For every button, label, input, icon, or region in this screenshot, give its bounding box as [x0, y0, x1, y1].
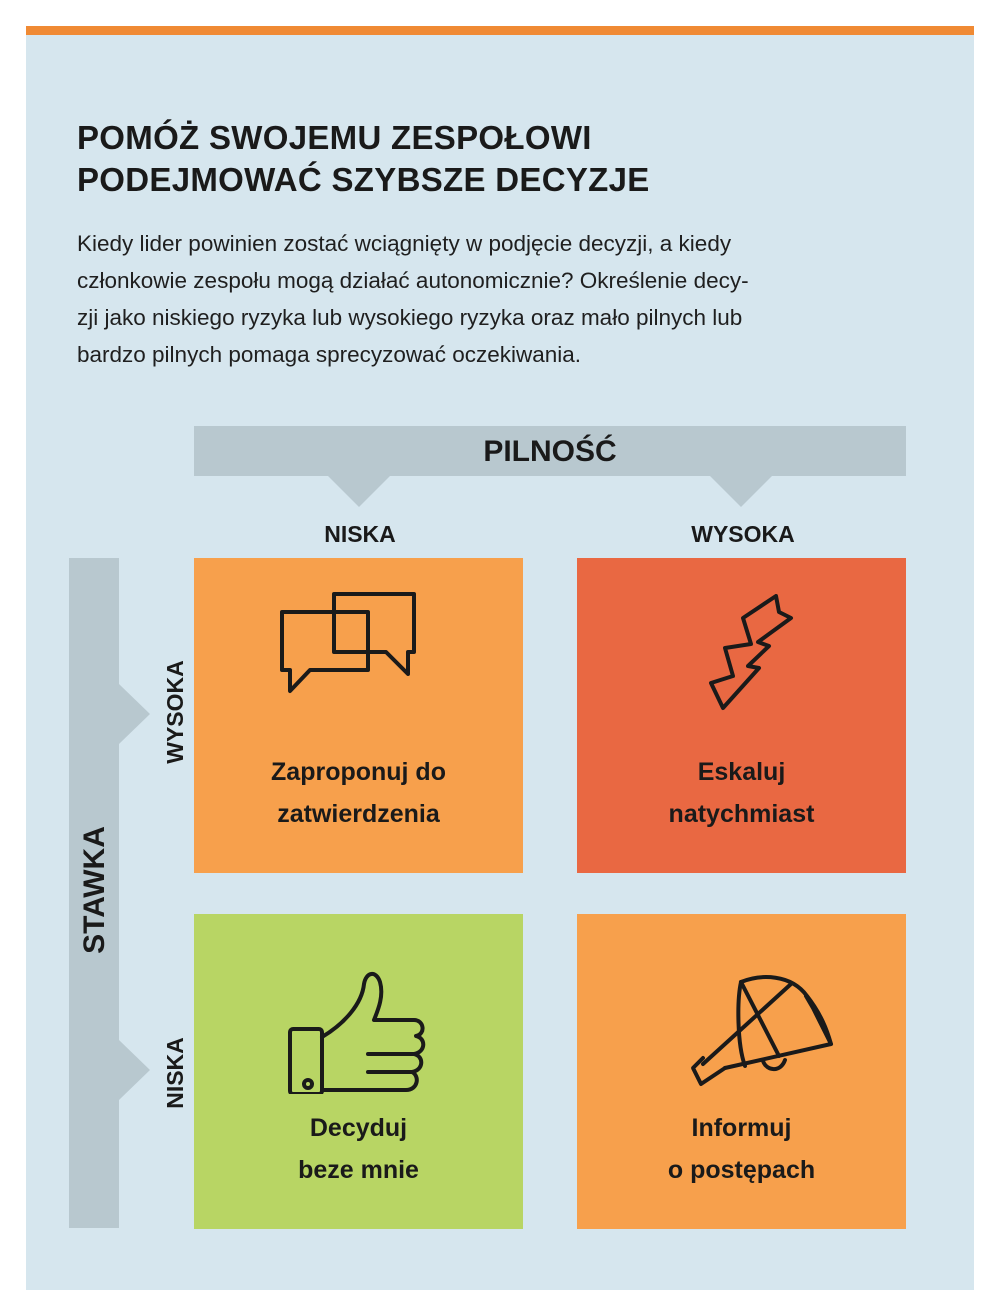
cell-high-stakes-low-urgency — [194, 558, 523, 873]
caption-line: Decyduj — [309, 1114, 408, 1142]
megaphone-icon — [641, 944, 841, 1094]
caption-line: Eskaluj — [697, 758, 786, 786]
title-line: POMÓŻ SWOJEMU ZESPOŁOWI — [77, 119, 592, 156]
cell-low-stakes-high-urgency — [577, 914, 906, 1229]
cell-caption — [577, 751, 906, 835]
caption-line: zatwierdzenia — [277, 800, 440, 828]
caption-line: Informuj — [691, 1114, 792, 1142]
caption-line: Zaproponuj do — [271, 758, 446, 786]
caption-line: natychmiast — [668, 800, 815, 828]
stakes-low-label: NISKA — [162, 1037, 188, 1109]
intro-line: Kiedy lider powinien zostać wciągnięty w podjęcie decyzji, a kiedy — [77, 231, 732, 256]
stakes-axis-label: STAWKA — [78, 826, 111, 954]
cell-caption — [577, 1107, 906, 1191]
caption-line: beze mnie — [298, 1156, 419, 1184]
intro-line: bardzo pilnych pomaga sprecyzować oczekiwania. — [77, 342, 582, 367]
cell-caption — [194, 1107, 523, 1191]
lightning-icon — [641, 588, 841, 738]
cell-low-stakes-low-urgency — [194, 914, 523, 1229]
intro-line: zji jako niskiego ryzyka lub wysokiego ryzyka oraz mało pilnych lub — [77, 305, 743, 330]
urgency-axis-label: PILNOŚĆ — [483, 435, 617, 468]
intro-line: członkowie zespołu mogą działać autonomicznie? Określenie decy- — [77, 268, 749, 293]
thumbs-up-icon — [258, 944, 458, 1094]
caption-line: o postępach — [667, 1156, 816, 1184]
cell-high-stakes-high-urgency — [577, 558, 906, 873]
title-line: PODEJMOWAĆ SZYBSZE DECYZJE — [77, 161, 650, 198]
speech-bubbles-icon — [258, 588, 458, 738]
urgency-high-label: WYSOKA — [691, 521, 795, 547]
stakes-high-label: WYSOKA — [162, 660, 188, 764]
cell-caption — [194, 751, 523, 835]
urgency-low-label: NISKA — [324, 521, 396, 547]
